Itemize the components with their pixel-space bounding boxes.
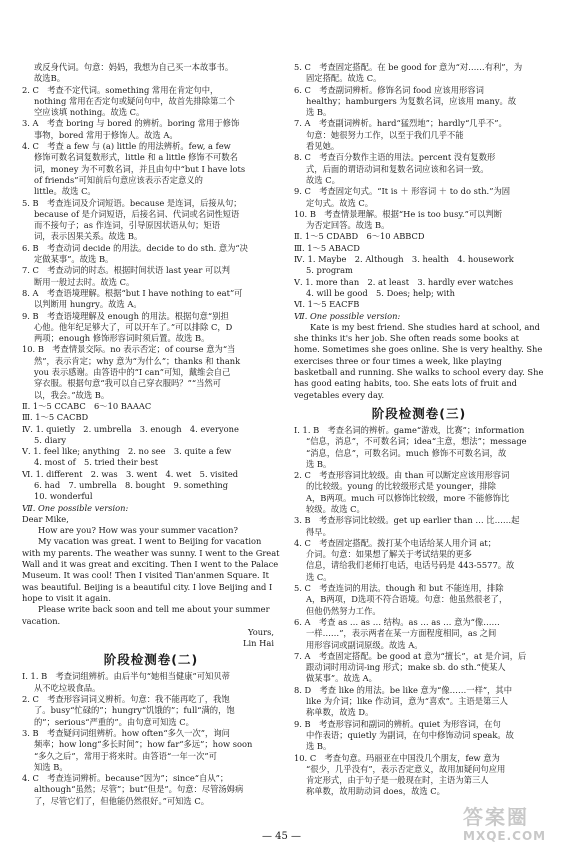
answer-line: 6. A 考查 as … as … 结构。as … as … 意为“像…… [294, 616, 500, 627]
right-column [294, 62, 544, 798]
answer-line: 但他仍然努力工作。 [306, 605, 381, 616]
answer-line: 中作表语；quietly 为副词，在句中修饰动词 speak。故 [306, 729, 514, 740]
answer-line: little。故选 C。 [34, 186, 96, 197]
answer-line: Ⅶ. One possible version: [22, 502, 129, 513]
answer-line: 空应该填 nothing。故选 C。 [34, 107, 145, 118]
answer-line: Ⅲ. 1～5 CACBD [22, 412, 89, 423]
answer-line: Ⅳ. 1. quietly 2. umbrella 3. enough 4. everyone [22, 423, 239, 434]
answer-line: 频率；how long“多长时间”；how far“多远”；how soon [34, 739, 253, 750]
answer-line: Ⅵ. 1～5 EACFB [294, 299, 360, 310]
letter-closing: Yours, [248, 626, 274, 637]
answer-line: Ⅶ. One possible version: [294, 310, 401, 321]
answer-line: 两项；enough 修饰形容词时须后置。故选 B。 [34, 333, 210, 344]
answer-line: because of 是介词短语，后接名词、代词或名词性短语 [34, 208, 240, 219]
answer-line: 10. B 考查情景交际。no 表示否定；of course 意为“当 [22, 344, 236, 355]
answer-line: 用形容词或副词原级。故选 A。 [306, 639, 423, 650]
answer-line: 得早。 [306, 526, 331, 537]
answer-line: 6. C 考查副词辨析。修饰名词 food 应该用形容词 [294, 84, 484, 95]
answer-line: 5. C 考查连词的用法。though 和 but 不能连用，排除 [294, 583, 504, 594]
answer-line: 以，我会。”故选 B。 [34, 389, 110, 400]
answer-line: 5. program [306, 265, 353, 276]
section-title-stage-test-3: 阶段检测卷(三) [371, 405, 467, 421]
answer-line: “很少，几乎没有”，表示否定意义，故用加疑问句应用 [306, 763, 506, 774]
answer-line: 定句式。故选 C。 [306, 197, 374, 208]
answer-line: 的比较级。young 的比较级形式是 younger，排除 [306, 481, 496, 492]
answer-line: 4. C 考查固定搭配。拨打某个电话给某人用介词 at； [294, 537, 497, 548]
answer-line: 肯定形式，由于句子是一般现在时，主语为第三人 [306, 775, 489, 786]
answer-line: 事物，bored 常用于修饰人。故选 A。 [34, 129, 178, 140]
answer-line: 词，money 为不可数名词，并且由句中“but I have lots [34, 163, 246, 174]
answer-line: 8. C 考查百分数作主语的用法。percent 没有复数形 [294, 152, 496, 163]
answer-line: 一样……”，表示两者在某一方面程度相同，as 之间 [306, 628, 497, 639]
answer-line: Ⅱ. 1～5 CCABC 6～10 BAAAC [22, 400, 152, 411]
answer-line: 固定搭配。故选 C。 [306, 73, 382, 84]
answer-line: 故选 C。 [306, 174, 340, 185]
answer-line: 5. C 考查固定搭配。在 be good for 意为“对……有利”，为 [294, 62, 523, 72]
answer-line: 选 C。 [306, 571, 332, 582]
answer-line: nothing 常用在否定句或疑问句中，故首先排除第二个 [34, 95, 235, 106]
answer-line: 5. diary [34, 434, 67, 445]
page-number: — 45 — [261, 831, 302, 842]
answer-line: Ⅵ. 1. different 2. was 3. went 4. wet 5. visited [22, 468, 239, 479]
answer-line: 5. B 考查连词及介词短语。because 是连词，后接从句； [22, 197, 242, 208]
answer-line: 8. D 考查 like 的用法。be like 意为“像……一样”，其中 [294, 684, 512, 695]
answer-line: 6. B 考查动词 decide 的用法。decide to do sth. 意为“决 [22, 242, 248, 253]
answer-line: 较级。故选 C。 [306, 503, 365, 514]
answer-line: you 表示感谢。由答语中的“I can”可知，戴维会自己 [34, 367, 231, 378]
answer-line: “信息，消息”，不可数名词；idea“主意，想法”；message [306, 436, 527, 447]
answer-line: Ⅴ. 1. more than 2. at least 3. hardly ever watches [294, 276, 514, 287]
letter-paragraph: My vacation was great. I went to Beijing for vacation with my parents. The weather was sunny. I went to the Great Wall and it was great and exciting. Then I went to the Palace Museum. It was cool! Then I visited Tian'anmen Square. It was beautiful. Beijing is a beautiful city. I love Beijing and I hope to visit it again. [22, 536, 280, 603]
answer-line: 介词。句意：如果想了解关于考试结果的更多 [306, 549, 472, 560]
answer-line: 3. B 考查形容词比较级。get up earlier than … 比……起 [294, 515, 520, 526]
answer-line: 7. A 考查固定搭配。be good at 意为“擅长”，at 是介词，后 [294, 650, 527, 661]
stage-test-2-answers [22, 671, 280, 807]
answer-line: 9. B 考查语境理解及 enough 的用法。根据句意“别担 [22, 310, 229, 321]
answer-line: 定做某事”。故选 B。 [34, 254, 114, 265]
answer-line: 以判断用 hungry。故选 A。 [34, 299, 142, 310]
answer-line: 10. wonderful [34, 491, 93, 502]
answer-line: 4. C 考查 a few 与 (a) little 的用法辨析。few, a few [22, 141, 231, 152]
answer-line: A，B两项。much 可以修饰比较级，more 不能修饰比 [306, 492, 510, 503]
answer-line: 而不接句子；as 作连词，引导原因状语从句；矩语 [34, 220, 221, 231]
answer-line: Ⅳ. 1. Maybe 2. Although 3. health 4. housework [294, 254, 514, 265]
answer-line: 2. C 考查不定代词。something 常用在肯定句中， [22, 84, 219, 95]
answer-line: 9. B 考查形容词和副词的辨析。quiet 为形容词，在句 [294, 718, 501, 729]
answer-line: 选 B。 [306, 741, 332, 752]
answer-line: 9. C 考查固定句式。“It is ＋ 形容词 ＋ to do sth.”为固 [294, 186, 511, 197]
answer-line: healthy；hamburgers 为复数名词，应该用 many。故 [306, 95, 517, 106]
answer-line: 6. had 7. umbrella 8. bought 9. something [34, 479, 229, 490]
answer-line: Ⅱ. 1～5 CDABD 6～10 ABBCD [294, 231, 425, 242]
answer-line: 选 B。 [306, 107, 332, 118]
answer-line: 4. C 考查连词辨析。because“因为”；since“自从”； [22, 773, 229, 784]
answer-line: 3. A 考查 boring 与 bored 的辨析。boring 常用于修饰 [22, 118, 240, 129]
letter-paragraph: How are you? How was your summer vacation? [38, 525, 238, 536]
answer-line: “多久之后”，常用于将来时。由答语“一年一次”可 [34, 750, 217, 761]
answer-line: 从不吃垃圾食品。 [34, 682, 101, 693]
left-column [22, 62, 280, 807]
answer-line: 选 B。 [306, 458, 332, 469]
sample-essay: Kate is my best friend. She studies hard at school, and she thinks it's her job. She often reads some books at home. Sometimes she goes online. She is very healthy. She exercises three or four times a week, like playing basketball and running. She walks to school every day. She has good eating habits, too. She eats lots of fruit and vegetables every day. [294, 321, 544, 400]
letter-paragraph: Please write back soon and tell me about your summer vacation. [22, 604, 270, 626]
answer-line: 了，尽管它们了，但他能仍然很好。”可知选 C。 [34, 795, 210, 806]
answer-line: 心他。他年纪足够大了，可以开车了。”可以排除 C，D [34, 321, 233, 332]
answer-line: Ⅰ. 1. B 考查词组辨析。由后半句“她相当健康”可知贝蒂 [22, 671, 230, 682]
watermark-logo: 答案圈 MXQE.COM [463, 805, 547, 843]
answer-line: 8. A 考查语境理解。根据“but I have nothing to eat”可 [22, 287, 243, 298]
answer-line: 看见她。 [306, 141, 340, 152]
answer-line: 10. C 考查句意。玛丽亚在中国没几个朋友，few 意为 [294, 752, 500, 763]
answer-line: 10. B 考查情景理解。根据“He is too busy.”可以判断 [294, 208, 502, 219]
answer-line: 跟动词时用动词-ing 形式；make sb. do sth.“使某人 [306, 662, 506, 673]
answer-line: 然”，表示肯定；why 意为“为什么”；thanks 和 thank [34, 355, 241, 366]
answer-line: 的”；serious“严重的”。由句意可知选 C。 [34, 716, 194, 727]
answer-line: 词，表示因果关系。故选 B。 [34, 231, 143, 242]
answer-line: 称单数，故用助动词 does，故选 C。 [306, 786, 445, 797]
answer-line: 为否定回答。故选 B。 [306, 220, 390, 231]
answer-line: 式，后面的谓语动词和复数名词应该和名词一致。 [306, 163, 489, 174]
section-title-stage-test-2: 阶段检测卷(二) [103, 652, 199, 668]
right-answer-lines [294, 62, 544, 322]
answer-line: 7. A 考查副词辨析。hard“猛烈地”；hardly“几乎不”。 [294, 118, 507, 129]
answer-line: Ⅲ. 1～5 ABACD [294, 242, 360, 253]
answer-line: A，B两项，D选项不符合语境。句意：他虽然很老了， [306, 594, 508, 605]
answer-line: Ⅴ. 1. feel like; anything 2. no see 3. quite a few [22, 446, 232, 457]
answer-line: 故选B。 [34, 73, 65, 84]
sample-letter [22, 525, 280, 649]
answer-line: “消息，信息”，可数名词。much 修饰不可数名词，故 [306, 447, 507, 458]
answer-line: 做某事”。故选 A。 [306, 673, 377, 684]
letter-closing: Lin Hai [243, 638, 274, 649]
answer-line: 句意：她很努力工作，以至于我们几乎不能 [306, 129, 464, 140]
answer-line: Dear Mike, [22, 513, 69, 524]
answer-line: 4. will be good 5. Does; help; with [306, 287, 455, 298]
answer-line: 穿衣服。根据句意“我可以自己穿衣服吗？”“当然可 [34, 378, 221, 389]
answer-line: 3. B 考查疑问词组辨析。how often“多久一次”，询问 [22, 727, 230, 738]
answer-line: although“虽然；尽管”；but“但是”。句意：尽管汤姆病 [34, 784, 244, 795]
answer-line: 知选 B。 [34, 761, 68, 772]
answer-line: 断用一般过去时。故选 C。 [34, 276, 135, 287]
answer-line: 称单数，故选 D。 [306, 707, 374, 718]
answer-line: 7. C 考查动词的时态。根据时间状语 last year 可以判 [22, 265, 230, 276]
answer-line: 2. C 考查形容词词义辨析。句意：我不能再吃了，我饱 [22, 694, 230, 705]
answer-line: like 为介词；like 作动词，意为“喜欢”。主语是第三人 [306, 696, 508, 707]
answer-line: 4. most of 5. tried their best [34, 457, 159, 468]
answer-line: 或反身代词。句意：妈妈，我想为自己买一本故事书。 [34, 62, 234, 72]
stage-test-3-answers [294, 425, 544, 798]
left-answer-lines [22, 62, 280, 525]
answer-line: 修饰可数名词复数形式，little 和 a little 修饰不可数名 [34, 152, 238, 163]
answer-line: 了。busy“忙碌的”；hungry“饥饿的”；full“满的，饱 [34, 705, 235, 716]
answer-line: Ⅰ. 1. B 考查名词的辨析。game“游戏，比赛”；information [294, 424, 525, 435]
answer-line: 2. C 考查形容词比较级。由 than 可以断定应该用形容词 [294, 470, 510, 481]
answer-line: of friends”可知前后句意应该表示否定意义的 [34, 174, 203, 185]
answer-line: 信息，请给我们老师打电话，电话号码是 443-5577。故 [306, 560, 515, 571]
